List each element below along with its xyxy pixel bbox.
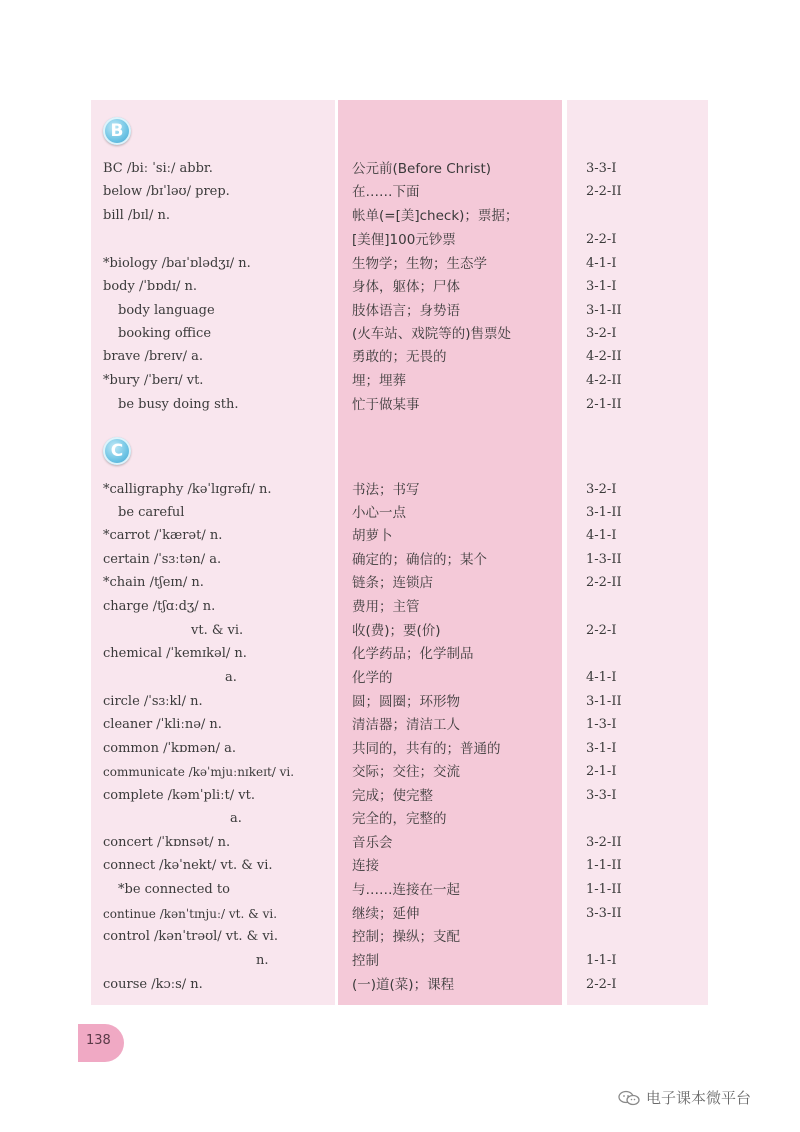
entry-definition: 生物学；生物；生态学	[352, 256, 487, 272]
entry-headword: be busy doing sth.	[118, 397, 239, 412]
entry-definition: 控制；操纵；支配	[352, 929, 460, 945]
entry-definition: 圆；圆圈；环形物	[352, 694, 460, 710]
entry-reference: 1-3-I	[586, 717, 617, 732]
section-letter-c-icon: C	[103, 437, 131, 465]
entry-reference: 4-1-I	[586, 670, 617, 685]
entry-headword: vt. & vi.	[191, 623, 244, 638]
entry-reference: 3-2-I	[586, 326, 617, 341]
entry-reference: 3-1-I	[586, 741, 617, 756]
entry-definition: 忙于做某事	[352, 397, 420, 413]
entry-headword: control /kənˈtrəʊl/ vt. & vi.	[103, 929, 278, 944]
page-number: 138	[86, 1033, 111, 1048]
entry-headword: *bury /ˈberɪ/ vt.	[103, 373, 204, 388]
entry-definition: (火车站、戏院等的)售票处	[352, 326, 512, 342]
entry-definition: 埋；埋葬	[352, 373, 406, 389]
entry-headword: circle /ˈsɜːkl/ n.	[103, 694, 203, 709]
entry-definition: 费用；主管	[352, 599, 420, 615]
entry-headword: *calligraphy /kəˈlɪgrəfɪ/ n.	[103, 482, 272, 497]
entry-headword: body /ˈbɒdɪ/ n.	[103, 279, 198, 294]
entry-reference: 2-1-II	[586, 397, 622, 412]
entry-headword: bill /bɪl/ n.	[103, 208, 170, 223]
entry-headword: booking office	[118, 326, 212, 341]
entry-reference: 2-1-I	[586, 764, 617, 779]
entry-definition: 链条；连锁店	[352, 575, 433, 591]
entry-headword: below /bɪˈləʊ/ prep.	[103, 184, 230, 199]
entry-headword: body language	[118, 303, 215, 318]
entry-reference: 1-1-II	[586, 858, 622, 873]
entry-reference: 3-2-II	[586, 835, 622, 850]
entry-headword: *be connected to	[118, 882, 230, 897]
entry-headword: charge /tʃɑːdʒ/ n.	[103, 599, 216, 614]
entry-headword: *carrot /ˈkærət/ n.	[103, 528, 223, 543]
entry-reference: 2-2-I	[586, 623, 617, 638]
entry-headword: common /ˈkɒmən/ a.	[103, 741, 237, 756]
entry-headword: concert /ˈkɒnsət/ n.	[103, 835, 231, 850]
entry-definition: 化学的	[352, 670, 393, 686]
entry-reference: 4-2-II	[586, 373, 622, 388]
entry-reference: 4-2-II	[586, 349, 622, 364]
entry-definition: 完成；使完整	[352, 788, 433, 804]
entry-headword: a.	[225, 670, 237, 685]
entry-headword: cleaner /ˈkliːnə/ n.	[103, 717, 222, 732]
entry-reference: 3-3-II	[586, 906, 622, 921]
entry-reference: 1-1-I	[586, 953, 617, 968]
entry-reference: 3-2-I	[586, 482, 617, 497]
entry-definition: 小心一点	[352, 505, 406, 521]
entry-headword: connect /kəˈnekt/ vt. & vi.	[103, 858, 273, 873]
entry-definition: 帐单(=[美]check)；票据；	[352, 208, 519, 224]
entry-headword: communicate /kəˈmjuːnɪkeɪt/ vi.	[103, 765, 295, 779]
entry-definition: 胡萝卜	[352, 528, 393, 544]
entry-reference: 3-1-II	[586, 505, 622, 520]
entry-headword: BC /biː ˈsiː/ abbr.	[103, 161, 213, 176]
footer-watermark	[618, 1087, 751, 1108]
entry-definition: 化学药品；化学制品	[352, 646, 474, 662]
entry-headword: chemical /ˈkemɪkəl/ n.	[103, 646, 247, 661]
entry-reference: 2-2-I	[586, 232, 617, 247]
wechat-icon	[618, 1090, 640, 1106]
entry-reference: 3-1-I	[586, 279, 617, 294]
entry-headword: certain /ˈsɜːtən/ a.	[103, 552, 222, 567]
entry-reference: 3-1-II	[586, 303, 622, 318]
entry-headword: *chain /tʃeɪn/ n.	[103, 575, 204, 590]
entry-definition: 控制	[352, 953, 379, 969]
entry-definition: 清洁器；清洁工人	[352, 717, 460, 733]
entry-definition: (一)道(菜)；课程	[352, 977, 455, 993]
entry-headword: a.	[230, 811, 242, 826]
entry-definition: 公元前(Before Christ)	[352, 161, 492, 177]
entry-definition: 共同的，共有的；普通的	[352, 741, 501, 757]
entry-definition: 确定的；确信的；某个	[352, 552, 487, 568]
entry-reference: 1-1-II	[586, 882, 622, 897]
entry-reference: 3-1-II	[586, 694, 622, 709]
entry-reference: 2-2-II	[586, 575, 622, 590]
entry-reference: 3-3-I	[586, 161, 617, 176]
entry-definition: 收(费)；要(价)	[352, 623, 441, 639]
entry-definition: 身体，躯体；尸体	[352, 279, 460, 295]
entry-reference: 1-3-II	[586, 552, 622, 567]
entry-definition: 连接	[352, 858, 379, 874]
entry-definition: 交际；交往；交流	[352, 764, 460, 780]
entry-definition: [美俚]100元钞票	[352, 232, 456, 248]
entry-headword: complete /kəmˈpliːt/ vt.	[103, 788, 255, 803]
entry-definition: 勇敢的；无畏的	[352, 349, 447, 365]
entry-reference: 3-3-I	[586, 788, 617, 803]
entry-headword: continue /kənˈtɪnjuː/ vt. & vi.	[103, 907, 278, 921]
entry-headword: *biology /baɪˈɒlədʒɪ/ n.	[103, 256, 251, 271]
entry-headword: n.	[256, 953, 269, 968]
entry-definition: 肢体语言；身势语	[352, 303, 460, 319]
entry-reference: 2-2-II	[586, 184, 622, 199]
entry-definition: 音乐会	[352, 835, 393, 851]
entry-definition: 与……连接在一起	[352, 882, 460, 898]
entry-definition: 完全的，完整的	[352, 811, 447, 827]
entry-definition: 在……下面	[352, 184, 420, 200]
entry-headword: course /kɔːs/ n.	[103, 977, 203, 992]
entry-reference: 4-1-I	[586, 256, 617, 271]
footer-text: 电子课本微平台	[646, 1089, 752, 1107]
section-letter-b-icon: B	[103, 117, 131, 145]
entry-reference: 2-2-I	[586, 977, 617, 992]
entry-reference: 4-1-I	[586, 528, 617, 543]
entry-definition: 书法；书写	[352, 482, 420, 498]
entry-definition: 继续；延伸	[352, 906, 420, 922]
entry-headword: be careful	[118, 505, 185, 520]
entry-headword: brave /breɪv/ a.	[103, 349, 203, 364]
